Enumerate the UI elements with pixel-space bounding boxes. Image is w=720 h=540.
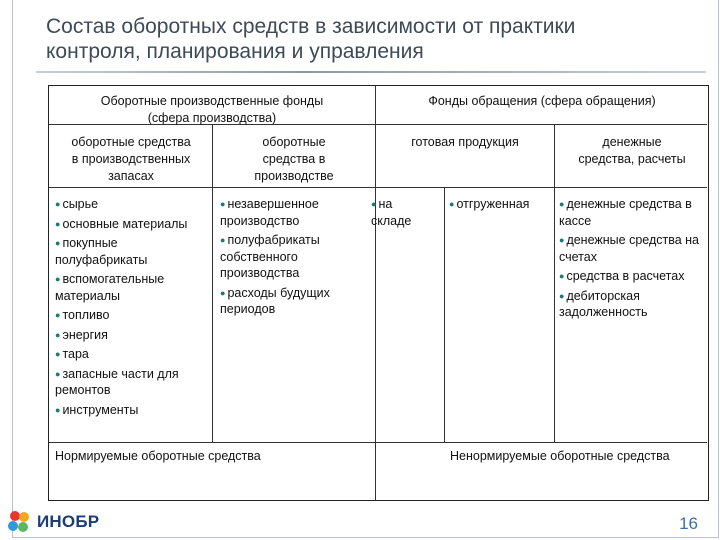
cash-items-list <box>559 196 705 321</box>
working-capital-table <box>48 85 709 501</box>
list-item: ● полуфабрикаты собственного производства <box>220 233 320 280</box>
bullet-icon: ● <box>55 404 61 415</box>
divider-goods-cash <box>554 124 555 442</box>
footer-normalized: Нормируемые оборотные средства <box>55 449 261 463</box>
bullet-icon: ● <box>55 368 61 379</box>
divider-warehouse-shipped <box>444 187 445 442</box>
group-production-line2: (сфера производства) <box>147 110 277 125</box>
production-items-list <box>220 196 370 318</box>
title-line-1: Состав оборотных средств в зависимости от практики <box>46 15 576 38</box>
bullet-icon: ● <box>449 199 455 209</box>
bullet-icon: ● <box>371 199 377 209</box>
sub-cash-line1: денежные <box>602 135 662 149</box>
list-item: ● инструменты <box>55 402 139 417</box>
bullet-icon: ● <box>55 349 61 359</box>
list-item: ● дебиторская задолженность <box>559 288 648 319</box>
list-item: ● незавершенное производство <box>220 197 319 228</box>
sub-cash-header <box>557 134 707 168</box>
bullet-icon: ● <box>559 235 565 245</box>
sub-production-line3: производстве <box>254 169 334 183</box>
list-item: ● тара <box>55 347 89 361</box>
divider-production-circulation <box>375 86 376 500</box>
list-item: ● вспомогательные материалы <box>55 272 165 303</box>
bullet-icon: ● <box>220 235 226 245</box>
list-item: ● запасные части для ремонтов <box>55 366 179 397</box>
bullet-icon: ● <box>220 199 226 209</box>
sub-production-line2: средства в <box>262 152 326 166</box>
bullet-icon: ● <box>55 329 61 340</box>
list-item: ● сырье <box>55 197 99 211</box>
title-line-2: контроля, планирования и управления <box>46 40 424 63</box>
warehouse-cell <box>371 196 431 229</box>
logo-mark-icon <box>6 509 34 535</box>
bullet-icon: ● <box>55 310 61 320</box>
list-item: ● покупные полуфабрикаты <box>55 236 148 267</box>
title-underline <box>36 71 706 73</box>
bullet-icon: ● <box>559 290 565 301</box>
sub-cash-line2: средства, расчеты <box>578 152 686 166</box>
list-item: ● основные материалы <box>55 216 188 231</box>
list-item: ● энергия <box>55 327 108 342</box>
list-item: ● денежные средства в кассе <box>559 197 692 228</box>
list-item: ● денежные средства на счетах <box>559 233 699 264</box>
group-circulation-header <box>379 93 705 110</box>
inobr-logo <box>6 509 99 535</box>
slide-title <box>46 14 666 64</box>
list-item: ● на складе <box>371 197 412 228</box>
logo-text: ИНОБР <box>37 512 100 531</box>
sub-finished-goods-header <box>379 134 551 151</box>
sub-inventory-line3: запасах <box>108 169 154 183</box>
bullet-icon: ● <box>55 274 61 284</box>
page-number: 16 <box>679 514 698 533</box>
list-item: ● расходы будущих периодов <box>220 285 330 316</box>
bullet-icon: ● <box>55 238 61 248</box>
inventory-items-list <box>55 196 205 418</box>
sub-inventory-line2: в производственных <box>71 152 191 166</box>
list-item: ● отгруженная <box>449 197 530 211</box>
bullet-icon: ● <box>55 218 61 229</box>
footer-row-divider <box>49 442 707 443</box>
sub-inventory-line1: оборотные средства <box>71 135 191 149</box>
shipped-cell <box>449 196 551 213</box>
divider-inventory-production <box>212 124 213 442</box>
sub-in-production-header <box>215 134 373 185</box>
bullet-icon: ● <box>55 199 61 209</box>
footer-non-normalized: Ненормируемые оборотные средства <box>450 449 670 463</box>
group-production-line1: Оборотные производственные фонды <box>100 94 324 108</box>
list-item: ● средства в расчетах <box>559 269 685 283</box>
sub-production-line1: оборотные <box>262 135 326 149</box>
bullet-icon: ● <box>559 199 565 209</box>
list-item: ● топливо <box>55 308 110 322</box>
group-production-header <box>53 93 371 126</box>
bullet-icon: ● <box>559 271 565 281</box>
sub-finished-goods-label: готовая продукция <box>411 135 519 149</box>
subheader-row-divider <box>49 187 707 188</box>
sub-inventory-header <box>51 134 211 185</box>
bullet-icon: ● <box>220 287 226 298</box>
group-circulation-label: Фонды обращения (сфера обращения) <box>428 94 656 108</box>
